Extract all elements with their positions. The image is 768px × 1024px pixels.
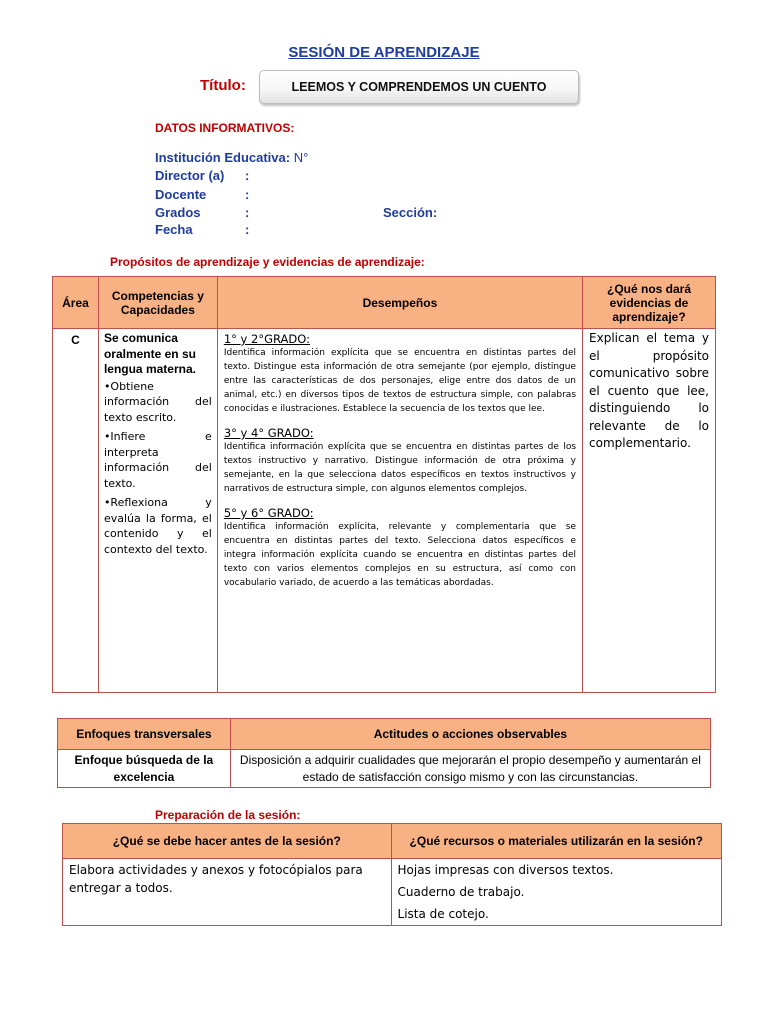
titulo-label: Título: (200, 77, 246, 94)
grado-3-4-title: 3° y 4° GRADO: (223, 426, 314, 440)
antes-cell: Elabora actividades y anexos y fotocópialos para entregar a todos. (63, 859, 392, 926)
enfoques-body-row (58, 750, 711, 788)
recurso-item: Cuaderno de trabajo. (397, 885, 525, 899)
preparacion-header-row (63, 824, 722, 859)
propositos-body-row (53, 329, 716, 693)
datos-informativos-heading: DATOS INFORMATIVOS: (155, 121, 295, 135)
titulo-box: LEEMOS Y COMPRENDEMOS UN CUENTO (259, 70, 579, 104)
seccion-label: Sección: (383, 205, 438, 220)
header-desempenos: Desempeños (217, 277, 582, 329)
preparacion-body-row (63, 859, 722, 926)
document-title: SESIÓN DE APRENDIZAJE (288, 44, 480, 61)
competencias-cell (98, 329, 217, 693)
competencia-title: Se comunica oralmente en su lengua materna. (103, 331, 196, 376)
recurso-item: Hojas impresas con diversos textos. (397, 863, 614, 877)
grado-1-2-title: 1° y 2°GRADO: (223, 332, 310, 346)
propositos-header-row (53, 277, 716, 329)
desempenos-cell (217, 329, 582, 693)
grados-colon: : (245, 205, 250, 220)
recursos-cell (391, 859, 721, 926)
evidencias-cell: Explican el tema y el propósito comunicativo sobre el cuento que lee, distinguiendo lo relevante de lo complementario. (583, 329, 716, 693)
preparacion-table (62, 823, 722, 926)
institucion-value: N° (293, 150, 309, 165)
enfoques-table (57, 718, 711, 788)
area-cell: C (53, 329, 99, 693)
institucion-label: Institución Educativa: (155, 150, 291, 165)
capacidades-list (104, 379, 212, 558)
grados-label: Grados (155, 205, 201, 220)
propositos-table (52, 276, 716, 693)
docente-label: Docente (155, 187, 207, 202)
header-enfoques: Enfoques transversales (58, 719, 231, 750)
header-recursos: ¿Qué recursos o materiales utilizarán en la sesión? (391, 824, 721, 859)
header-area: Área (53, 277, 99, 329)
header-actitudes: Actitudes o acciones observables (230, 719, 710, 750)
grado-5-6-title: 5° y 6° GRADO: (223, 506, 314, 520)
capacidad-item: •Infiere e interpreta información del texto. (103, 430, 212, 490)
actitud-cell: Disposición a adquirir cualidades que mejorarán el propio desempeño y aumentarán el estado de satisfacción consigo mismo y con las circunstancias. (230, 750, 710, 788)
grado-1-2-text: Identifica información explícita que se encuentra en distintas partes del texto. Distingue esta información de otra semejante (por ejemplo, distingue entre las características de dos personajes, elige entre dos datos de un animal, etc.) en diversos tipos de textos de estructura simple, con palabras conocidas e ilustraciones. Establece la secuencia de los textos que lee. (223, 348, 577, 414)
header-evidencias: ¿Qué nos dará evidencias de aprendizaje? (583, 277, 716, 329)
recurso-item: Lista de cotejo. (397, 907, 489, 921)
header-competencias: Competencias y Capacidades (98, 277, 217, 329)
preparacion-heading: Preparación de la sesión: (155, 808, 301, 822)
institucion-row (155, 150, 308, 165)
grado-3-4-text: Identifica información explícita que se encuentra en distintas partes de los textos instructivo y narrativo. Distingue información de otra próxima y semejante, en la que selecciona datos específicos en textos instructivos y narrativos de estructura simple, con algunos elementos complejos. (223, 442, 577, 494)
fecha-label: Fecha (155, 222, 193, 237)
capacidad-item: •Obtiene información del texto escrito. (103, 379, 212, 424)
propositos-heading: Propósitos de aprendizaje y evidencias de aprendizaje: (110, 255, 425, 269)
capacidad-item: •Reflexiona y evalúa la forma, el contenido y el contexto del texto. (103, 496, 212, 556)
fecha-colon: : (245, 222, 250, 237)
director-label: Director (a) (155, 168, 225, 183)
director-colon: : (245, 168, 250, 183)
docente-colon: : (245, 187, 250, 202)
enfoque-cell: Enfoque búsqueda de la excelencia (58, 750, 231, 788)
grado-5-6-text: Identifica información explícita, relevante y complementaria que se encuentra en distintas partes del texto. Selecciona datos específicos e integra información explícita cuando se encuentra en distintas partes del texto con varios elementos complejos en su estructura, así como con vocabulario variado, de acuerdo a las temáticas abordadas. (223, 522, 577, 588)
enfoques-header-row (58, 719, 711, 750)
header-antes: ¿Qué se debe hacer antes de la sesión? (63, 824, 392, 859)
